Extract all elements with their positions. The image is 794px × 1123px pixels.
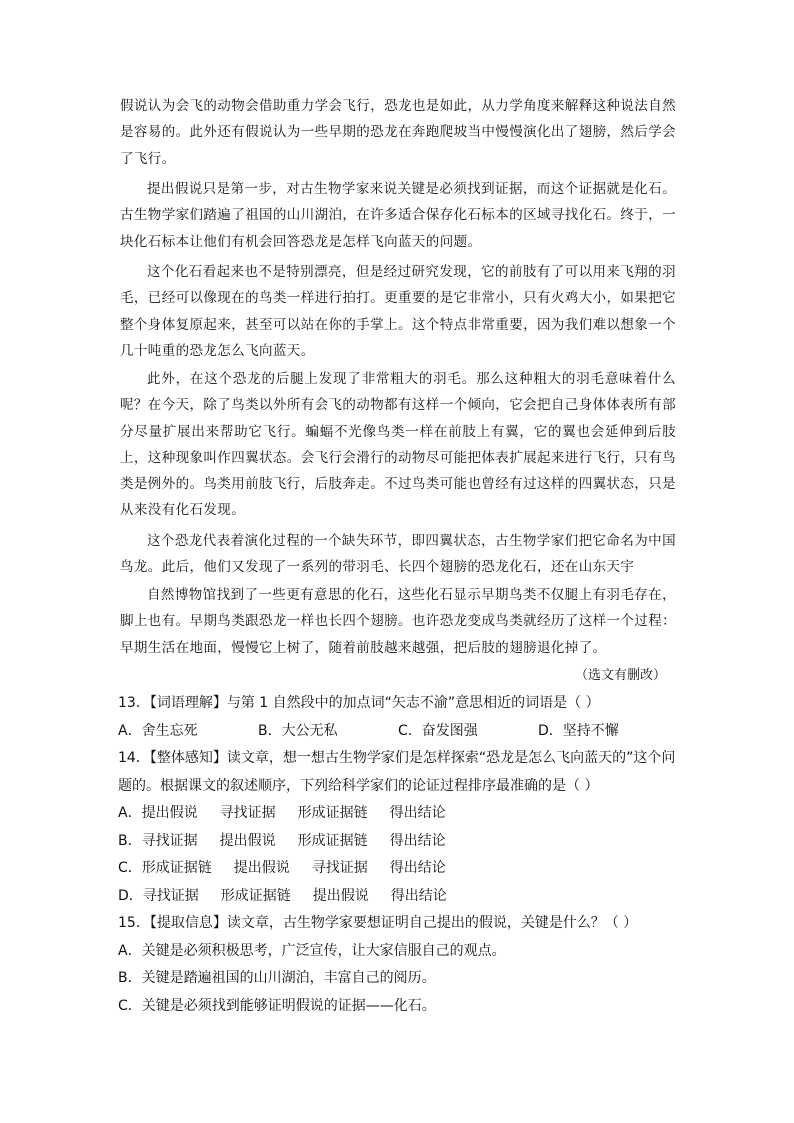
question-14 bbox=[118, 745, 678, 910]
chain-step: D．寻找证据 bbox=[118, 887, 199, 904]
passage-paragraph-1: 假说认为会飞的动物会借助重力学会飞行，恐龙也是如此，从力学角度来解释这种说法自然是容易的。此外还有假说认为一些早期的恐龙在奔跑爬坡当中慢慢演化出了翅膀，然后学会了飞行。 bbox=[120, 98, 676, 167]
chain-step: B．寻找证据 bbox=[118, 832, 198, 849]
chain-step: 寻找证据 bbox=[311, 860, 368, 876]
chain-step: 提出假说 bbox=[233, 860, 290, 876]
passage-paragraph-2: 提出假说只是第一步，对古生物学家来说关键是必须找到证据，而这个证据就是化石。古生物学家们踏遍了祖国的山川湖泊，在许多适合保存化石标本的区域寻找化石。终于，一块化石标本让他们有机会回答恐龙是怎样飞向蓝天的问题。 bbox=[120, 181, 676, 250]
chain-step: 得出结论 bbox=[389, 832, 446, 849]
chain-step: 提出假说 bbox=[219, 832, 276, 849]
source-note: （选文有删改） bbox=[574, 668, 666, 683]
question-15-stem: 15．【提取信息】读文章，古生物学家要想证明自己提出的假说，关键是什么？（ ） bbox=[118, 915, 638, 931]
question-13-stem: 13．【词语理解】与第 1 自然段中的加点词“矢志不渝”意思相近的词语是（ ） bbox=[118, 695, 600, 711]
passage-paragraph-5: 这个恐龙代表着演化过程的一个缺失环节，即四翼状态，古生物学家们把它命名为中国鸟龙。此后，他们又发现了一系列的带羽毛、长四个翅膀的恐龙化石，还在山东天宇 bbox=[120, 533, 676, 576]
chain-step: 得出结论 bbox=[389, 860, 446, 876]
question-14-option-c[interactable] bbox=[118, 855, 678, 883]
question-15-option-a[interactable]: A．关键是必须积极思考，广泛宣传，让大家信服自己的观点。 bbox=[118, 942, 506, 959]
chain-step: C．形成证据链 bbox=[118, 860, 212, 876]
question-15-option-c[interactable]: C．关键是必须找到能够证明假说的证据——化石。 bbox=[118, 997, 436, 1014]
chain-step: 得出结论 bbox=[390, 887, 447, 904]
question-14-stem: 14．【整体感知】读文章，想一想古生物学家们是怎样探索“恐龙是怎么飞向蓝天的”这个问题的。根据课文的叙述顺序，下列给科学家们的论证过程排序最准确的是（ ） bbox=[118, 750, 676, 794]
chain-step: 得出结论 bbox=[389, 805, 446, 821]
question-15-option-b[interactable]: B．关键是踏遍祖国的山川湖泊，丰富自己的阅历。 bbox=[118, 970, 436, 986]
chain-step: 形成证据链 bbox=[297, 832, 368, 849]
question-14-option-d[interactable] bbox=[118, 883, 678, 911]
question-14-option-b[interactable] bbox=[118, 828, 678, 856]
chain-step: 提出假说 bbox=[312, 887, 369, 904]
chain-step: 寻找证据 bbox=[219, 805, 276, 821]
question-15 bbox=[118, 910, 678, 1020]
question-13-option-b[interactable]: B．大公无私 bbox=[258, 722, 338, 739]
passage-paragraph-4: 此外，在这个恐龙的后腿上发现了非常粗大的羽毛。那么这种粗大的羽毛意味着什么呢？在今天，除了鸟类以外所有会飞的动物都有这样一个倾向，它会把自己身体体表所有部分尽量扩展出来帮助它飞行。蝙蝠不光像鸟类一样在前肢上有翼，它的翼也会延伸到后肢上，这种现象叫作四翼状态。会飞行会滑行的动物尽可能把体表扩展起来进行飞行，只有鸟类是例外的。鸟类用前肢飞行，后肢奔走。不过鸟类可能也曾经有过这样的四翼状态，只是从来没有化石发现。 bbox=[120, 371, 676, 519]
question-13-option-c[interactable]: C．奋发图强 bbox=[398, 722, 478, 739]
question-13-options bbox=[118, 718, 678, 746]
passage-paragraph-6: 自然博物馆找到了一些更有意思的化石，这些化石显示早期鸟类不仅腿上有羽毛存在，脚上也有。早期鸟类跟恐龙一样也长四个翅膀。也许恐龙变成鸟类就经历了这样一个过程：早期生活在地面，慢慢它上树了，随着前肢越来越强，把后肢的翅膀退化掉了。 bbox=[120, 587, 676, 656]
chain-step: 形成证据链 bbox=[220, 887, 291, 904]
chain-step: A．提出假说 bbox=[118, 805, 198, 821]
question-14-option-a[interactable] bbox=[118, 800, 678, 828]
question-13-option-d[interactable]: D．坚持不懈 bbox=[538, 722, 619, 739]
question-13-option-a[interactable]: A．舍生忘死 bbox=[118, 722, 198, 739]
chain-step: 形成证据链 bbox=[297, 805, 368, 821]
question-13 bbox=[118, 690, 678, 745]
passage-paragraph-3: 这个化石看起来也不是特别漂亮，但是经过研究发现，它的前肢有了可以用来飞翔的羽毛，已经可以像现在的鸟类一样进行拍打。更重要的是它非常小，只有火鸡大小，如果把它整个身体复原起来，甚至可以站在你的手掌上。这个特点非常重要，因为我们难以想象一个几十吨重的恐龙怎么飞向蓝天。 bbox=[120, 264, 676, 359]
